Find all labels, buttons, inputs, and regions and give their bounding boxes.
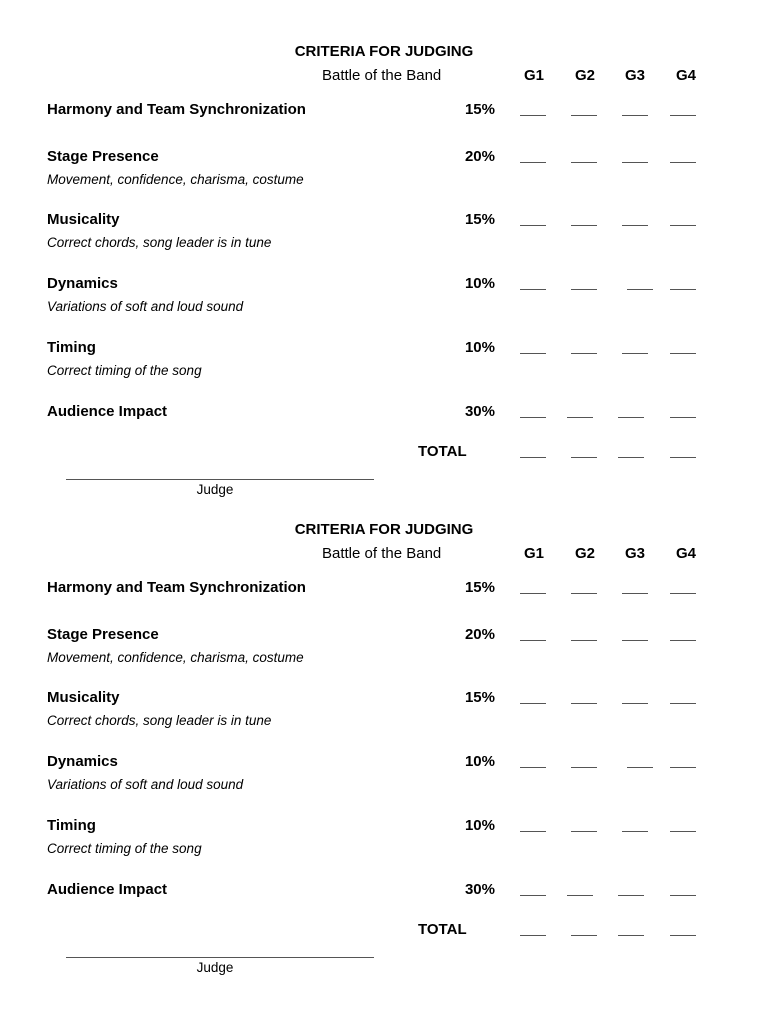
score-blank-g2[interactable] [571,115,597,116]
score-blank-g2[interactable] [571,593,597,594]
criterion-percent-timing: 10% [464,339,495,356]
criterion-name-timing: Timing [47,817,96,834]
score-blank-g3[interactable] [627,289,653,290]
total-blank-g4[interactable] [670,457,696,458]
score-blank-g1[interactable] [520,417,546,418]
criterion-description-stage-presence: Movement, confidence, charisma, costume [47,172,304,187]
total-blank-g3[interactable] [618,457,644,458]
judge-label: Judge [196,482,234,497]
judge-signature-line[interactable] [66,957,374,958]
score-blank-g2[interactable] [571,703,597,704]
criterion-name-audience-impact: Audience Impact [47,881,168,898]
group-header-g1: G1 [523,545,544,562]
group-header-g4: G4 [675,67,696,84]
sheet-subtitle: Battle of the Band [322,545,442,562]
score-blank-g1[interactable] [520,703,546,704]
group-header-g2: G2 [574,67,595,84]
criterion-percent-dynamics: 10% [464,275,495,292]
score-blank-g4[interactable] [670,115,696,116]
judging-sheet-2 [0,478,768,956]
group-header-g1: G1 [523,67,544,84]
score-blank-g1[interactable] [520,162,546,163]
criterion-name-dynamics: Dynamics [47,753,118,770]
score-blank-g2[interactable] [571,162,597,163]
score-blank-g4[interactable] [670,703,696,704]
score-blank-g3[interactable] [622,703,648,704]
criterion-description-dynamics: Variations of soft and loud sound [47,299,244,314]
criterion-name-harmony: Harmony and Team Synchronization [47,101,306,118]
criterion-percent-musicality: 15% [464,689,495,706]
criterion-name-audience-impact: Audience Impact [47,403,168,420]
score-blank-g3[interactable] [618,417,644,418]
sheet-title: CRITERIA FOR JUDGING [294,43,474,60]
score-blank-g4[interactable] [670,767,696,768]
criterion-percent-harmony: 15% [464,101,495,118]
criterion-percent-stage-presence: 20% [464,148,495,165]
criterion-description-dynamics: Variations of soft and loud sound [47,777,244,792]
score-blank-g1[interactable] [520,895,546,896]
criterion-name-musicality: Musicality [47,689,120,706]
score-blank-g2[interactable] [567,417,593,418]
score-blank-g3[interactable] [622,640,648,641]
score-blank-g4[interactable] [670,831,696,832]
criterion-description-timing: Correct timing of the song [47,841,202,856]
criterion-percent-musicality: 15% [464,211,495,228]
score-blank-g3[interactable] [622,115,648,116]
score-blank-g4[interactable] [670,640,696,641]
score-blank-g2[interactable] [571,225,597,226]
criterion-name-harmony: Harmony and Team Synchronization [47,579,306,596]
group-header-g3: G3 [624,67,645,84]
score-blank-g1[interactable] [520,831,546,832]
score-blank-g3[interactable] [618,895,644,896]
score-blank-g1[interactable] [520,593,546,594]
criterion-percent-audience-impact: 30% [464,403,495,420]
total-blank-g3[interactable] [618,935,644,936]
score-blank-g3[interactable] [622,225,648,226]
score-blank-g3[interactable] [622,593,648,594]
score-blank-g3[interactable] [622,831,648,832]
score-blank-g1[interactable] [520,767,546,768]
score-blank-g4[interactable] [670,417,696,418]
score-blank-g2[interactable] [571,289,597,290]
criterion-description-stage-presence: Movement, confidence, charisma, costume [47,650,304,665]
score-blank-g3[interactable] [622,353,648,354]
score-blank-g3[interactable] [627,767,653,768]
total-label: TOTAL [418,921,467,938]
criterion-name-musicality: Musicality [47,211,120,228]
sheet-title: CRITERIA FOR JUDGING [294,521,474,538]
group-header-g4: G4 [675,545,696,562]
sheet-subtitle: Battle of the Band [322,67,442,84]
score-blank-g2[interactable] [571,353,597,354]
criterion-description-timing: Correct timing of the song [47,363,202,378]
group-header-g2: G2 [574,545,595,562]
score-blank-g1[interactable] [520,115,546,116]
criterion-name-timing: Timing [47,339,96,356]
criterion-percent-audience-impact: 30% [464,881,495,898]
score-blank-g2[interactable] [571,831,597,832]
criterion-name-stage-presence: Stage Presence [47,626,159,643]
score-blank-g4[interactable] [670,225,696,226]
total-blank-g4[interactable] [670,935,696,936]
criterion-name-dynamics: Dynamics [47,275,118,292]
score-blank-g1[interactable] [520,289,546,290]
score-blank-g4[interactable] [670,895,696,896]
score-blank-g4[interactable] [670,353,696,354]
total-blank-g2[interactable] [571,457,597,458]
criterion-description-musicality: Correct chords, song leader is in tune [47,713,272,728]
score-blank-g1[interactable] [520,640,546,641]
total-blank-g1[interactable] [520,457,546,458]
score-blank-g2[interactable] [571,640,597,641]
total-label: TOTAL [418,443,467,460]
criterion-percent-dynamics: 10% [464,753,495,770]
criterion-description-musicality: Correct chords, song leader is in tune [47,235,272,250]
criterion-percent-harmony: 15% [464,579,495,596]
group-header-g3: G3 [624,545,645,562]
score-blank-g2[interactable] [567,895,593,896]
total-blank-g1[interactable] [520,935,546,936]
score-blank-g2[interactable] [571,767,597,768]
score-blank-g4[interactable] [670,162,696,163]
score-blank-g4[interactable] [670,289,696,290]
judge-label: Judge [196,960,234,975]
total-blank-g2[interactable] [571,935,597,936]
criterion-percent-stage-presence: 20% [464,626,495,643]
criterion-percent-timing: 10% [464,817,495,834]
score-blank-g4[interactable] [670,593,696,594]
score-blank-g3[interactable] [622,162,648,163]
score-blank-g1[interactable] [520,225,546,226]
criterion-name-stage-presence: Stage Presence [47,148,159,165]
score-blank-g1[interactable] [520,353,546,354]
judging-sheet-1 [0,0,768,478]
